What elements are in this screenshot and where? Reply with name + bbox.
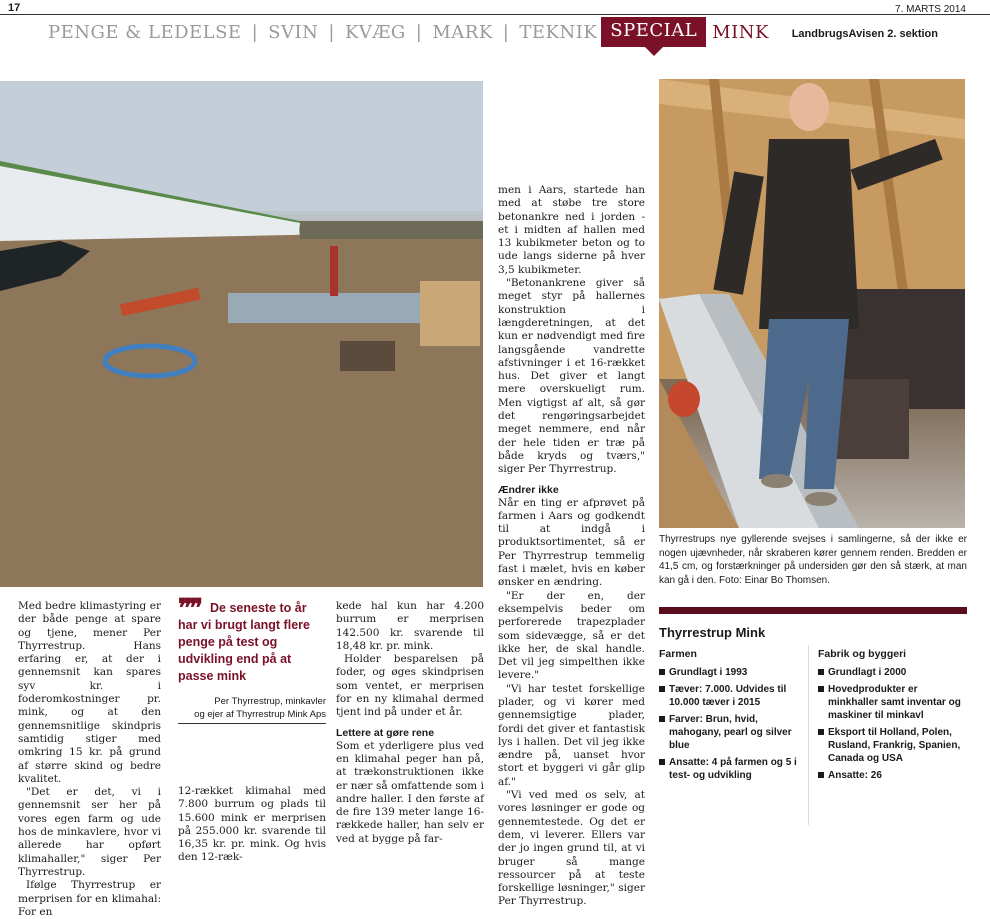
nav-item-teknik[interactable]: TEKNIK [519,21,598,43]
article-paragraph: Med bedre klimastyring er der både penge at spare og tjene, mener Per Thyrrestrup. Hans erfaring er, at der i gennemsnit kan spares syv kr. i foderomkostninger pr. mink, og at den gennemsnitlige skindpris samtidig stiger med omkring 15 kr. på grund af større skind og bedre kvalitet. [18,600,161,785]
factbox-item: Grundlagt i 1993 [659,666,805,679]
special-tab[interactable]: SPECIAL [601,17,706,47]
factbox-farm [659,648,805,786]
article-column-2 [178,785,326,865]
factbox-item: Hovedprodukter er minkhaller samt inventar og maskiner til minkavl [818,683,968,722]
construction-site-illustration [0,81,483,587]
nav-separator: | [502,21,510,43]
quote-attribution-company: og ejer af Thyrrestrup Mink Aps [178,708,326,724]
factbox-heading: Farmen [659,648,697,660]
article-paragraph: "Det er det, vi i gennemsnit ser her på vores egen farm og ude hos de minkavlere, hvor vi allerede har opført klimahaller," siger Per Thyrrestrup. [18,786,161,878]
article-paragraph: "Betonankrene giver så meget styr på hallernes konstruktion i længderetningen, at det kun er nødvendigt med fire langsgående vandrette afstivninger i et 16-rækket hus. Det giver et langt mere overskueligt rum. Men vigtigst af alt, så gør det rengøringsarbejdet meget nemmere, end når der hele tiden er træ på både kryds og tværs," siger Per Thyrrestrup. [498,277,645,476]
factbox-rule [659,607,967,614]
article-subheading: Ændrer ikke [498,483,559,496]
nav-item-penge[interactable]: PENGE & LEDELSE [48,21,242,43]
article-paragraph: Ifølge Thyrrestrup er merprisen for en klimahal: For en [18,879,161,918]
article-paragraph: kede hal kun har 4.200 burrum er merprisen 142.500 kr. svarende til 18,48 kr. pr. mink. [336,600,484,652]
header-rule [0,14,990,15]
article-paragraph: Holder besparelsen på foder, og øges skindprisen som ventet, er merprisen for en ny klimahal dermed tjent ind på under et år. [336,653,484,719]
issue-date: 7. MARTS 2014 [895,4,966,15]
pull-quote [178,594,326,724]
article-paragraph: Som et yderligere plus ved en klimahal peger han på, at trækonstruktionen ikke er nær så omfattende som i andre haller. I den første af de fire 139 meter lange 16-rækkede haller, han selv er ved at bygge på far- [336,739,484,845]
article-column-1 [18,600,161,919]
construction-site-photo [0,81,483,587]
article-column-3 [336,600,484,846]
factbox-item: Grundlagt i 2000 [818,666,968,679]
man-in-gutter-illustration [659,79,965,528]
nav-item-svin[interactable]: SVIN [268,21,319,43]
section-nav [48,18,769,46]
nav-item-kvaeg[interactable]: KVÆG [344,21,406,43]
nav-separator: | [251,21,259,43]
photo-caption: Thyrrestrups nye gyllerende svejses i samlingerne, så der ikke er nogen ujævnheder, når skraberen kører gennem renden. Bredden er 41,5 cm, og forstærkninger på undersiden gør den så stærk, at man kan gå i den. Foto: Einar Bo Thomsen. [659,534,967,586]
section-title: MINK [712,21,769,43]
article-subheading: Lettere at gøre rene [336,726,435,739]
factbox-title: Thyrrestrup Mink [659,625,766,640]
article-paragraph: "Vi har testet forskellige plader, og vi kører med gennemsigtige plader, fordi det giver et fantastisk lys i hallen. Det vil jeg ikke ændre på, uanset hvor stort et byggeri vi går glip af." [498,682,645,788]
article-paragraph: men i Aars, startede han med at støbe tre store betonankre ned i jorden - et i midten af hallen med 13 kubikmeter beton og to ude langs siderne på hver 3,5 kubikmeter. [498,184,645,276]
article-paragraph: "Vi ved med os selv, at vores løsninger er gode og gennemtestede. Og det er dem, vi leverer. Ellers var der jo ingen grund til, at vi bruger så mange ressourcer på at teste forskellige løsninger," siger Per Thyrrestrup. [498,789,645,908]
pull-quote-attribution [178,695,326,724]
factbox-item: Eksport til Holland, Polen, Rusland, Frankrig, Spanien, Canada og USA [818,726,968,765]
quote-mark-icon: ❞❞ [178,594,200,624]
pull-quote-text: De seneste to år har vi brugt langt flere penge på test og udvikling end på at passe mink [178,601,310,683]
quote-attribution-name: Per Thyrrestrup, minkavler [214,696,326,707]
nav-separator: | [415,21,423,43]
publication-section: LandbrugsAvisen 2. sektion [791,28,938,40]
factbox-item: Tæver: 7.000. Udvides til 10.000 tæver i 2015 [659,683,805,709]
man-in-gutter-photo [659,79,965,528]
page-number: 17 [8,2,21,14]
article-paragraph: Når en ting er afprøvet på farmen i Aars og godkendt til at indgå i produktsortimentet, så er Per Thyrrestrup temmelig fast i mælet, hvis en køber ønsker en ændring. [498,496,645,589]
article-paragraph: 12-rækket klimahal med 7.800 burrum og plads til 15.600 mink er merprisen på 255.000 kr. svarende til 16,35 kr. pr. mink. Og hvis den 12-ræk- [178,785,326,864]
factbox-heading: Fabrik og byggeri [818,648,907,660]
nav-item-mark[interactable]: MARK [432,21,493,43]
nav-separator: | [328,21,335,43]
factbox-item: Ansatte: 4 på farmen og 5 i test- og udvikling [659,756,805,782]
article-column-4 [498,184,645,909]
factbox-factory [818,648,968,786]
factbox-divider [808,645,809,825]
article-paragraph: "Er der en, der eksempelvis beder om perforerede trapezplader som sidevægge, så er det ikke her, de skal handle. Det vil jeg simpelthen ikke levere." [498,589,645,682]
factbox-item: Farver: Brun, hvid, mahogany, pearl og silver blue [659,713,805,752]
factbox-item: Ansatte: 26 [818,769,968,782]
